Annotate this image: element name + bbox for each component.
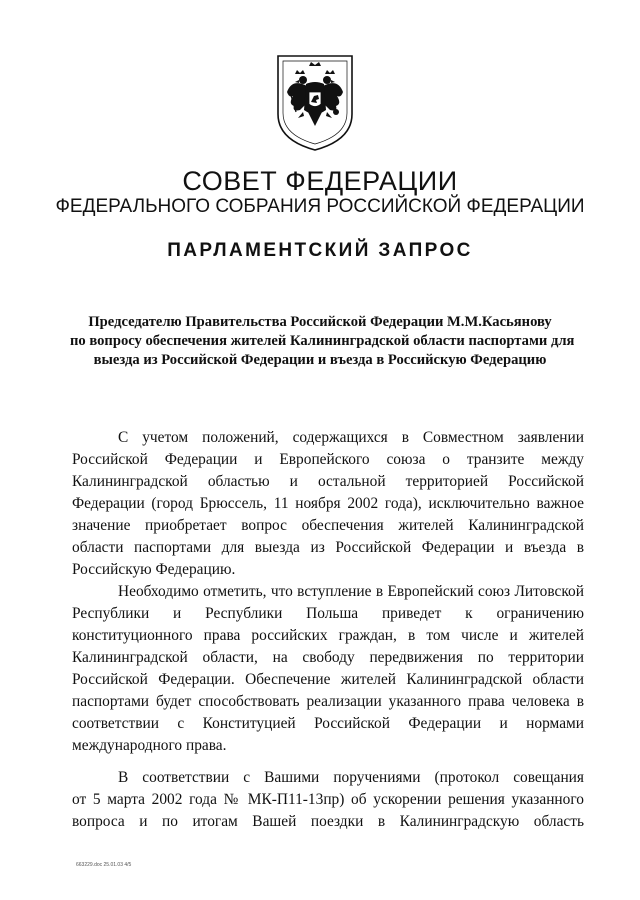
text-line: Российской Федерации и Европейского союза о транзите между <box>72 451 584 468</box>
addressee-line: по вопросу обеспечения жителей Калининградской области паспортами для <box>70 333 575 349</box>
text-line: Калининградской областью и остальной территорией Российской <box>72 473 584 490</box>
text-line: Российскую Федерацию. <box>72 561 236 578</box>
text-line: вопроса и по итогам Вашей поездки в Калининградскую область <box>72 813 584 830</box>
text-line: международного права. <box>72 737 227 754</box>
footer-file-code: 663229.doc 25.01.03 4/5 <box>76 862 132 868</box>
text-line: от 5 марта 2002 года № МК-П11-13пр) об ускорении решения указанного <box>72 791 584 808</box>
text-line: конституционного права российских граждан, в том числе и жителей <box>72 627 584 644</box>
organization-subtitle: ФЕДЕРАЛЬНОГО СОБРАНИЯ РОССИЙСКОЙ ФЕДЕРАЦИИ <box>55 196 585 217</box>
text-line: значение приобретает вопрос обеспечения жителей Калининградской <box>72 517 584 534</box>
text-line: Российской Федерации. Обеспечение жителей Калининградской области <box>72 671 584 688</box>
text-line: области паспортами для выезда из Российской Федерации и въезда в <box>72 539 584 556</box>
body-paragraph-3 <box>72 767 584 833</box>
body-paragraph-2 <box>72 581 584 757</box>
addressee-line: выезда из Российской Федерации и въезда в Российскую Федерацию <box>93 352 547 368</box>
text-line: Федерации (город Брюссель, 11 ноября 2002 года), исключительно важное <box>72 495 584 512</box>
organization-title: СОВЕТ ФЕДЕРАЦИИ <box>182 166 458 196</box>
body-paragraph-1 <box>72 427 584 581</box>
text-line: Необходимо отметить, что вступление в Европейский союз Литовской <box>118 583 584 600</box>
addressee-block <box>70 313 575 370</box>
text-line: С учетом положений, содержащихся в Совместном заявлении <box>118 429 584 446</box>
coat-of-arms-icon <box>270 52 360 152</box>
text-line: Калининградской области, на свободу передвижения по территории <box>72 649 584 666</box>
text-line: Республики и Республики Польша приведет к ограничению <box>72 605 584 622</box>
text-line: соответствии с Конституцией Российской Федерации и нормами <box>72 715 584 732</box>
text-line: В соответствии с Вашими поручениями (протокол совещания <box>118 769 584 786</box>
addressee-line: Председателю Правительства Российской Федерации М.М.Касьянову <box>88 314 552 330</box>
document-type-heading: ПАРЛАМЕНТСКИЙ ЗАПРОС <box>167 240 473 261</box>
text-line: паспортами будет способствовать реализации указанного права человека в <box>72 693 584 710</box>
